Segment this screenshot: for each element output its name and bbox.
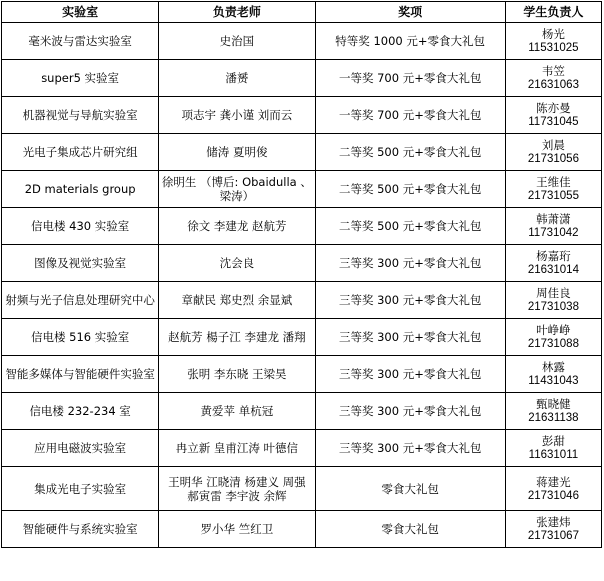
lab-cell [2, 511, 159, 548]
award-text: 特等奖 1000 元+零食大礼包 [335, 34, 486, 48]
table-row [2, 356, 602, 393]
award-text: 二等奖 500 元+零食大礼包 [338, 145, 482, 159]
student-name: 叶峥峥 [536, 323, 571, 337]
table-row [2, 430, 602, 467]
award-text: 二等奖 500 元+零食大礼包 [338, 219, 482, 233]
award-table [1, 1, 602, 548]
lab-name: 信电楼 430 实验室 [30, 219, 130, 233]
student-id: 21731088 [527, 338, 579, 350]
award-text: 一等奖 700 元+零食大礼包 [338, 108, 482, 122]
lab-cell [2, 319, 159, 356]
award-cell [315, 319, 505, 356]
student-cell [505, 208, 601, 245]
student-cell [505, 511, 601, 548]
award-cell [315, 430, 505, 467]
header-lab: 实验室 [2, 2, 159, 23]
student-id: 11731045 [528, 116, 579, 128]
award-text: 零食大礼包 [381, 481, 439, 496]
award-cell [315, 171, 505, 208]
student-name: 韦笠 [541, 64, 565, 78]
award-cell [315, 511, 505, 548]
table-row [2, 97, 602, 134]
award-text: 三等奖 300 元+零食大礼包 [338, 293, 482, 307]
lab-cell [2, 356, 159, 393]
student-name: 周佳良 [536, 286, 571, 300]
table-row [2, 23, 602, 60]
student-cell [505, 97, 601, 134]
table-row [2, 393, 602, 430]
header-teacher: 负责老师 [159, 2, 315, 23]
student-id: 11531025 [528, 42, 579, 54]
student-cell [505, 467, 601, 511]
student-cell [505, 245, 601, 282]
table-row [2, 467, 602, 511]
student-cell [505, 282, 601, 319]
lab-cell [2, 245, 159, 282]
student-cell [505, 23, 601, 60]
teacher-names: 沈会良 [219, 256, 255, 270]
student-id: 21731038 [527, 301, 579, 313]
student-cell [505, 171, 601, 208]
teacher-names: 储涛 夏明俊 [206, 145, 268, 159]
award-text: 零食大礼包 [381, 522, 439, 536]
teacher-names: 张明 李东晓 王梁昊 [187, 367, 287, 381]
lab-name: 图像及视觉实验室 [34, 256, 127, 270]
teacher-names: 潘赟 [225, 71, 249, 85]
teacher-cell [159, 467, 315, 511]
teacher-names: 史治国 [219, 34, 255, 48]
student-cell [505, 319, 601, 356]
student-id: 11431043 [528, 375, 579, 387]
student-id: 21731055 [527, 190, 579, 202]
table-row [2, 208, 602, 245]
teacher-names: 徐文 李建龙 赵航芳 [187, 219, 287, 233]
student-id: 21731056 [527, 153, 579, 165]
table-row [2, 245, 602, 282]
lab-cell [2, 208, 159, 245]
student-name: 甄晓健 [536, 397, 571, 411]
student-cell [505, 134, 601, 171]
teacher-names: 冉立新 皇甫江涛 叶德信 [175, 441, 299, 455]
teacher-cell [159, 23, 315, 60]
award-cell [315, 393, 505, 430]
table-row [2, 171, 602, 208]
teacher-names: 黄爱苹 单杭冠 [200, 404, 274, 418]
student-name: 韩萧潇 [536, 212, 571, 226]
award-cell [315, 208, 505, 245]
student-id: 21731046 [527, 489, 579, 502]
teacher-cell [159, 356, 315, 393]
lab-name: 机器视觉与导航实验室 [22, 108, 138, 122]
student-name: 刘晨 [541, 138, 565, 152]
student-cell [505, 356, 601, 393]
lab-name: 信电楼 232-234 室 [29, 404, 131, 418]
student-name: 林露 [541, 360, 565, 374]
teacher-names: 章献民 郑史烈 余显斌 [181, 293, 293, 307]
student-cell [505, 393, 601, 430]
student-id: 21631138 [528, 412, 579, 424]
teacher-cell [159, 282, 315, 319]
lab-name: 光电子集成芯片研究组 [22, 145, 138, 159]
teacher-names: 项志宇 龚小谨 刘而云 [181, 108, 293, 122]
award-text: 三等奖 300 元+零食大礼包 [338, 330, 482, 344]
lab-cell [2, 23, 159, 60]
award-cell [315, 23, 505, 60]
table-row [2, 134, 602, 171]
student-name: 杨光 [541, 27, 565, 41]
lab-cell [2, 282, 159, 319]
award-cell [315, 467, 505, 511]
table-row [2, 319, 602, 356]
lab-cell [2, 60, 159, 97]
lab-cell [2, 171, 159, 208]
award-text: 三等奖 300 元+零食大礼包 [338, 404, 482, 418]
lab-name: 毫米波与雷达实验室 [28, 34, 132, 48]
teacher-cell [159, 511, 315, 548]
award-cell [315, 356, 505, 393]
table-row [2, 60, 602, 97]
teacher-names: 徐明生 （博后: Obaidulla 、梁涛） [161, 175, 312, 203]
award-cell [315, 60, 505, 97]
award-text: 三等奖 300 元+零食大礼包 [338, 367, 482, 381]
teacher-names: 王明华 江晓清 杨建义 周强 郝寅雷 李宇波 余辉 [168, 474, 306, 503]
table-row [2, 282, 602, 319]
student-cell [505, 60, 601, 97]
lab-cell [2, 393, 159, 430]
student-id: 21631063 [527, 79, 579, 91]
student-cell [505, 430, 601, 467]
award-cell [315, 245, 505, 282]
award-text: 三等奖 300 元+零食大礼包 [338, 441, 482, 455]
lab-name: 智能硬件与系统实验室 [22, 522, 138, 536]
award-text: 三等奖 300 元+零食大礼包 [338, 256, 482, 270]
lab-name: 智能多媒体与智能硬件实验室 [5, 367, 155, 381]
table-row [2, 511, 602, 548]
lab-cell [2, 97, 159, 134]
student-id: 21731067 [527, 530, 579, 542]
teacher-cell [159, 97, 315, 134]
student-id: 11731042 [528, 227, 579, 239]
award-cell [315, 97, 505, 134]
header-award: 奖项 [315, 2, 505, 23]
teacher-cell [159, 319, 315, 356]
header-row [2, 2, 602, 23]
student-name: 王维佳 [536, 175, 571, 189]
lab-name: super5 实验室 [41, 71, 120, 85]
student-name: 彭甜 [541, 434, 565, 448]
award-cell [315, 134, 505, 171]
award-cell [315, 282, 505, 319]
lab-cell [2, 134, 159, 171]
teacher-cell [159, 134, 315, 171]
teacher-cell [159, 60, 315, 97]
student-name: 杨嘉珩 [536, 249, 571, 263]
award-text: 一等奖 700 元+零食大礼包 [338, 71, 482, 85]
teacher-cell [159, 208, 315, 245]
teacher-names: 罗小华 竺红卫 [200, 522, 274, 536]
lab-cell [2, 430, 159, 467]
lab-name: 射频与光子信息处理研究中心 [5, 293, 155, 307]
teacher-cell [159, 171, 315, 208]
student-id: 11631011 [528, 449, 579, 461]
teacher-cell [159, 393, 315, 430]
teacher-cell [159, 430, 315, 467]
student-name: 陈亦曼 [536, 101, 571, 115]
teacher-cell [159, 245, 315, 282]
teacher-names: 赵航芳 楊子江 李建龙 潘翔 [168, 330, 306, 344]
student-name: 蒋建光 [536, 474, 571, 489]
award-text: 二等奖 500 元+零食大礼包 [338, 182, 482, 196]
lab-cell [2, 467, 159, 511]
student-id: 21631014 [527, 264, 579, 276]
lab-name: 集成光电子实验室 [34, 481, 127, 496]
lab-name: 应用电磁波实验室 [34, 441, 127, 455]
student-name: 张建炜 [536, 515, 571, 529]
lab-name: 2D materials group [24, 182, 136, 196]
lab-name: 信电楼 516 实验室 [30, 330, 130, 344]
header-student: 学生负责人 [505, 2, 601, 23]
